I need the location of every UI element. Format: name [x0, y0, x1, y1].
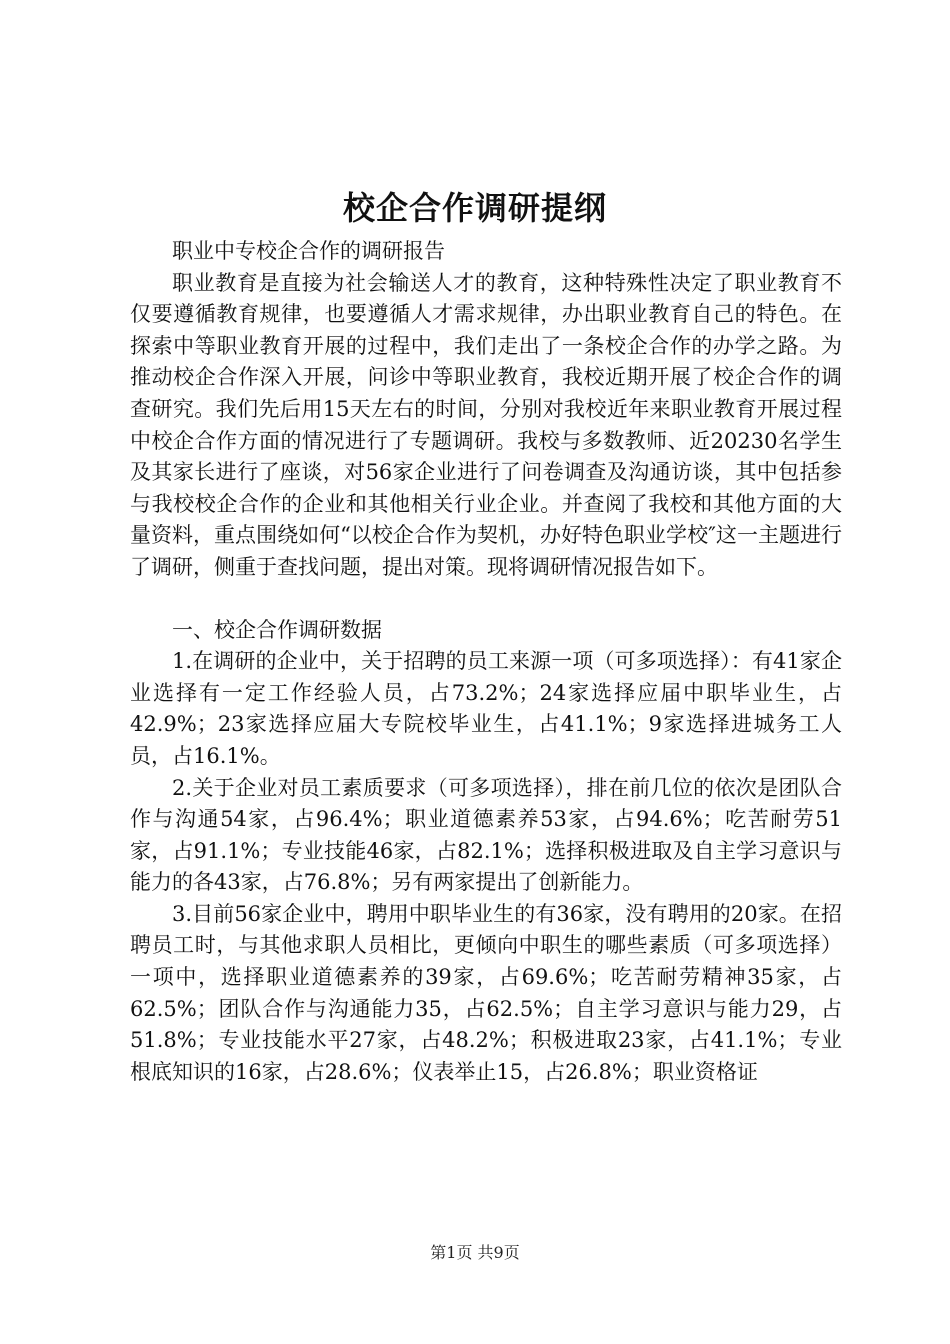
- section-heading: 一、校企合作调研数据: [172, 617, 382, 642]
- paragraph-spacer: [130, 584, 842, 615]
- intro-paragraph: 职业教育是直接为社会输送人才的教育，这种特殊性决定了职业教育不仅要遵循教育规律，也要遵循人才需求规律，办出职业教育自己的特色。在探索中等职业教育开展的过程中，我们走出了一条校企合作的办学之路。为推动校企合作深入开展，问诊中等职业教育，我校近期开展了校企合作的调查研究。我们先后用15天左右的时间，分别对我校近年来职业教育开展过程中校企合作方面的情况进行了专题调研。我校与多数教师、近20230名学生及其家长进行了座谈，对56家企业进行了问卷调查及沟通访谈，其中包括参与我校校企合作的企业和其他相关行业企业。并查阅了我校和其他方面的大量资料，重点围绕如何“以校企合作为契机，办好特色职业学校″这一主题进行了调研，侧重于查找问题，提出对策。现将调研情况报告如下。: [130, 270, 842, 579]
- document-body: [130, 236, 842, 1088]
- survey-item-3: 3.目前56家企业中，聘用中职毕业生的有36家，没有聘用的20家。在招聘员工时，与其他求职人员相比，更倾向中职生的哪些素质（可多项选择）一项中，选择职业道德素养的39家，占69.6%；吃苦耐劳精神35家，占62.5%；团队合作与沟通能力35，占62.5%；自主学习意识与能力29，占51.8%；专业技能水平27家，占48.2%；积极进取23家，占41.1%；专业根底知识的16家，占28.6%；仪表举止15，占26.8%；职业资格证: [130, 901, 842, 1084]
- page-footer: 第1页 共9页: [430, 1243, 520, 1262]
- survey-item-2: 2.关于企业对员工素质要求（可多项选择），排在前几位的依次是团队合作与沟通54家，占96.4%；职业道德素养53家，占94.6%；吃苦耐劳51家，占91.1%；专业技能46家，占82.1%；选择积极进取及自主学习意识与能力的各43家，占76.8%；另有两家提出了创新能力。: [130, 775, 842, 895]
- survey-item-1: 1.在调研的企业中，关于招聘的员工来源一项（可多项选择）：有41家企业选择有一定工作经验人员，占73.2%；24家选择应届中职毕业生，占42.9%；23家选择应届大专院校毕业生，占41.1%；9家选择进城务工人员，占16.1%。: [130, 649, 842, 768]
- report-subtitle: 职业中专校企合作的调研报告: [172, 239, 445, 263]
- document-title: 校企合作调研提纲: [342, 189, 607, 227]
